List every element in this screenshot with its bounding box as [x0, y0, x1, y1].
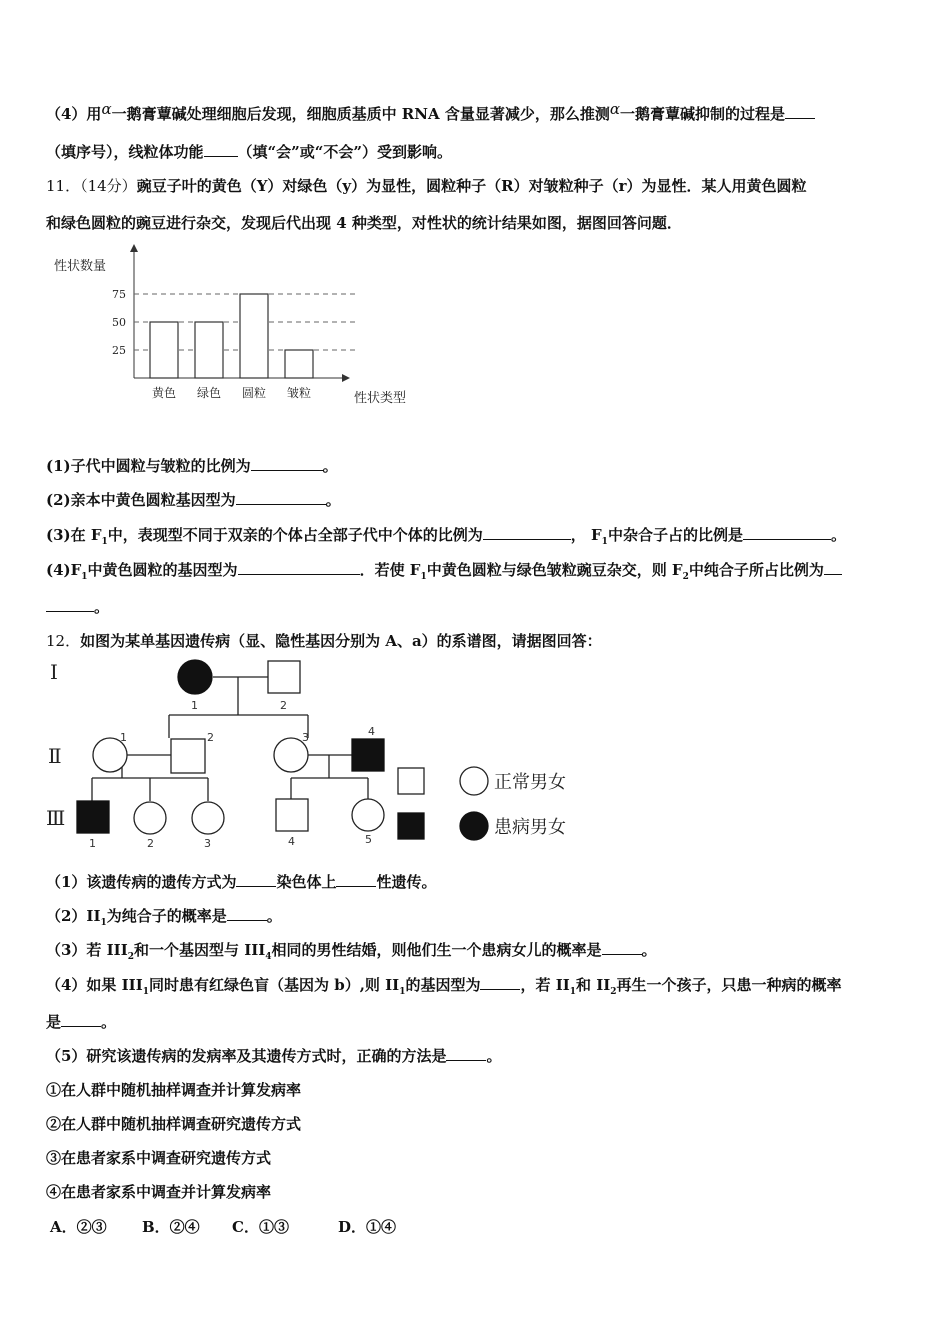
choice-d[interactable]: D．①④: [338, 1218, 397, 1236]
legend-affected-label: 患病男女: [494, 817, 566, 838]
bar-圆粒: [240, 294, 268, 378]
q12-option-3: ③在患者家系中调查研究遗传方式: [46, 1149, 272, 1167]
legend-normal-female-icon: [460, 767, 488, 795]
q11-sub2: (2)亲本中黄色圆粒基因型为 。: [46, 491, 341, 509]
q11-sub4-cont: 。: [46, 596, 109, 617]
pedigree-svg: [46, 655, 606, 855]
pedigree-III3-normal-female: [192, 802, 224, 834]
alpha-symbol: α: [101, 100, 112, 118]
y-tick-label: 25: [112, 344, 126, 357]
q10-line2: （填序号），线粒体功能 （填“会”或“不会”）受到影响。: [46, 143, 453, 161]
bar-黄色: [150, 322, 178, 378]
x-tick-label: 圆粒: [241, 386, 267, 400]
q11-sub3: (3)在 $F_1$中，表现型不同于双亲的个体占全部子代中个体的比例为 ， $F_1$中杂合子占的比例是 。: [46, 526, 846, 547]
gen-label-1: Ⅰ: [50, 660, 58, 684]
alpha-symbol: α: [609, 100, 620, 118]
x-tick-label: 皱粒: [286, 386, 312, 400]
choice-a[interactable]: A．②③: [50, 1218, 107, 1236]
legend-normal-male-icon: [398, 768, 424, 794]
q12-option-2: ②在人群中随机抽样调查研究遗传方式: [46, 1115, 302, 1133]
q12-sub3: （3）若 $III_2$和一个基因型与 $III_4$相同的男性结婚，则他们生一个患病女儿的概率是 。: [46, 941, 657, 962]
answer-blank[interactable]: [46, 597, 94, 612]
q12-option-1: ①在人群中随机抽样调查并计算发病率: [46, 1081, 302, 1099]
pedigree-id: 4: [288, 835, 295, 848]
pedigree-II2-normal-male: [171, 739, 205, 773]
q11-stem-line2: 和绿色圆粒的豌豆进行杂交，发现后代出现 4 种类型，对性状的统计结果如图，据图回答问题．: [46, 214, 682, 232]
answer-blank[interactable]: [602, 940, 642, 955]
gen-label-3: Ⅲ: [46, 806, 66, 830]
legend-affected-female-icon: [460, 812, 488, 840]
choice-c[interactable]: C．①③: [232, 1218, 289, 1236]
answer-blank[interactable]: [251, 456, 323, 471]
answer-blank[interactable]: [204, 142, 238, 157]
answer-blank[interactable]: [446, 1046, 486, 1061]
bar-chart: [46, 242, 426, 417]
pedigree-III5-normal-female: [352, 799, 384, 831]
q12-number: 12．: [46, 632, 81, 650]
answer-blank[interactable]: [785, 104, 815, 119]
pedigree-III4-normal-male: [276, 799, 308, 831]
pedigree-III2-normal-female: [134, 802, 166, 834]
answer-blank[interactable]: [238, 560, 360, 575]
q11-sub4: $(4)F_1$中黄色圆粒的基因型为 ．若使 $F_1$中黄色圆粒与绿色皱粒豌豆杂交，则 $F_2$中纯合子所占比例为: [46, 559, 842, 582]
q12-sub2: $(2)II_1$为纯合子的概率是 。: [46, 907, 282, 928]
y-tick-label: 75: [112, 288, 126, 301]
q12-sub5: （5）研究该遗传病的发病率及其遗传方式时，正确的方法是 。: [46, 1047, 502, 1065]
bar-chart-svg: [46, 242, 426, 417]
pedigree-diagram: [46, 655, 606, 855]
q12-option-4: ④在患者家系中调查并计算发病率: [46, 1183, 272, 1201]
answer-blank[interactable]: [824, 560, 842, 575]
q12-sub4-cont: 是 。: [46, 1013, 117, 1031]
y-tick-label: 50: [112, 316, 126, 329]
gen-label-2: Ⅱ: [48, 744, 62, 768]
pedigree-id: 2: [147, 837, 154, 850]
pedigree-id: 5: [365, 833, 372, 846]
answer-blank[interactable]: [336, 872, 376, 887]
answer-blank[interactable]: [61, 1012, 101, 1027]
answer-blank[interactable]: [743, 525, 831, 540]
legend-normal-label: 正常男女: [494, 772, 566, 793]
pedigree-id: 3: [204, 837, 211, 850]
pedigree-id: 1: [191, 699, 198, 712]
q12-choices: [50, 1216, 418, 1237]
pedigree-id: 4: [368, 725, 375, 738]
answer-blank[interactable]: [227, 906, 267, 921]
pedigree-id: 2: [280, 699, 287, 712]
bar-绿色: [195, 322, 223, 378]
pedigree-id: 1: [89, 837, 96, 850]
answer-blank[interactable]: [236, 490, 326, 505]
bar-皱粒: [285, 350, 313, 378]
pedigree-id: 1: [120, 731, 127, 744]
answer-blank[interactable]: [480, 975, 520, 990]
q12-stem: 12．如图为某单基因遗传病（显、隐性基因分别为 A、a）的系谱图，请据图回答：: [46, 632, 602, 650]
pedigree-id: 3: [302, 731, 309, 744]
x-axis-label: 性状类型: [354, 391, 407, 406]
pedigree-id: 2: [207, 731, 214, 744]
q11-stem-line1: 11．（14分）豌豆子叶的黄色（Y）对绿色（y）为显性，圆粒种子（R）对皱粒种子（r）为显性．某人用黄色圆粒: [46, 177, 807, 195]
legend-affected-male-icon: [398, 813, 424, 839]
y-axis-label: 性状数量: [54, 259, 107, 274]
pedigree-II4-affected-male: [352, 739, 384, 771]
x-tick-label: 黄色: [151, 386, 177, 400]
q10-line1: （4）用α一鹅膏蕈碱处理细胞后发现，细胞质基质中 RNA 含量显著减少，那么推测α一鹅膏蕈碱抑制的过程是: [46, 103, 815, 124]
q11-sub1: (1)子代中圆粒与皱粒的比例为 。: [46, 457, 338, 475]
q12-sub4: （4）如果 $III_1$同时患有红绿色盲（基因为 b）,则 $II_1$的基因型为 ，若 $II_1$和 $II_2$再生一个孩子，只患一种病的概率: [46, 976, 842, 997]
answer-blank[interactable]: [483, 525, 571, 540]
answer-blank[interactable]: [236, 872, 276, 887]
pedigree-III1-affected-male: [77, 801, 109, 833]
q12-sub1: （1）该遗传病的遗传方式为 染色体上 性遗传。: [46, 873, 437, 891]
x-tick-label: 绿色: [196, 386, 222, 400]
pedigree-I1-affected-female: [178, 660, 212, 694]
pedigree-I2-normal-male: [268, 661, 300, 693]
choice-b[interactable]: B．②④: [142, 1218, 200, 1236]
q11-number: 11．（14分）: [46, 177, 137, 195]
